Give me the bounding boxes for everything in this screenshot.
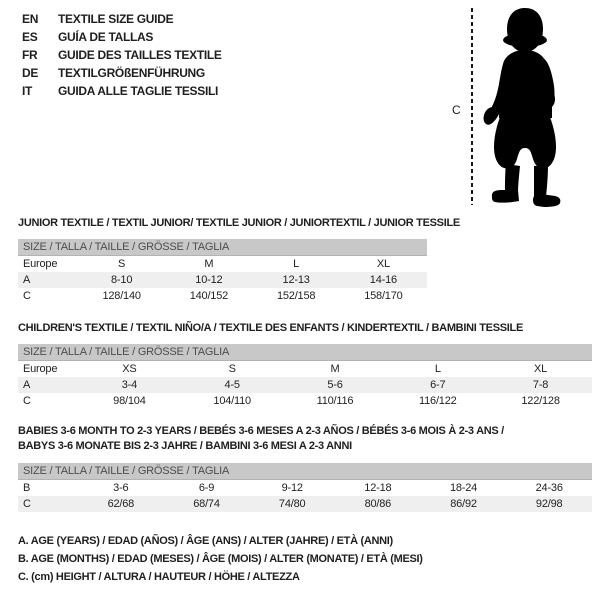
language-code: ES — [22, 30, 38, 44]
size-cell: 152/158 — [276, 290, 316, 302]
footnote-b: B. AGE (MONTHS) / EDAD (MESES) / ÂGE (MOIS) / ALTER (MONATE) / ETÀ (MESI) — [18, 553, 423, 565]
size-cell: 6-9 — [198, 482, 215, 494]
table-row — [18, 480, 592, 496]
size-header-bar: SIZE / TALLA / TAILLE / GRÖSSE / TAGLIA — [18, 344, 592, 361]
size-cell: 128/140 — [102, 290, 141, 302]
size-cell: 86/92 — [450, 498, 477, 510]
size-cell: 12-18 — [364, 482, 392, 494]
language-label: TEXTILE SIZE GUIDE — [58, 12, 174, 26]
size-cell: 7-8 — [532, 379, 549, 391]
table-row — [18, 288, 427, 304]
row-label: C — [23, 498, 31, 510]
junior-size-table — [18, 239, 427, 304]
size-cell: 92/98 — [535, 498, 563, 510]
row-label: Europe — [23, 258, 58, 270]
table-row — [18, 361, 592, 377]
language-code: FR — [22, 48, 38, 62]
size-cell: 18-24 — [449, 482, 478, 494]
children-size-table — [18, 344, 592, 409]
size-cell: S — [118, 258, 126, 270]
babies-title-line2: BABYS 3-6 MONATE BIS 2-3 JAHRE / BAMBINI 3-6 MESI A 2-3 ANNI — [18, 440, 352, 452]
row-label: C — [23, 290, 31, 302]
size-cell: L — [434, 363, 441, 375]
size-cell: L — [293, 258, 300, 270]
language-row — [22, 64, 222, 82]
size-cell: 9-12 — [281, 482, 303, 494]
junior-table-title: JUNIOR TEXTILE / TEXTIL JUNIOR/ TEXTILE JUNIOR / JUNIORTEXTIL / JUNIOR TESSILE — [18, 217, 460, 229]
row-label: A — [23, 379, 31, 391]
size-cell: S — [228, 363, 236, 375]
table-row — [18, 256, 427, 272]
height-measure-figure — [448, 0, 598, 212]
size-cell: 110/116 — [316, 395, 354, 407]
language-label: TEXTILGRÖßENFÜHRUNG — [58, 66, 205, 80]
size-cell: 104/110 — [213, 395, 251, 407]
size-cell: 6-7 — [430, 379, 446, 391]
language-row — [22, 28, 222, 46]
children-table-title: CHILDREN'S TEXTILE / TEXTIL NIÑO/A / TEXTILE DES ENFANTS / KINDERTEXTIL / BAMBINI TESSILE — [18, 322, 523, 334]
row-label: B — [23, 482, 31, 494]
size-cell: 122/128 — [521, 395, 560, 407]
size-cell: 3-6 — [113, 482, 129, 494]
size-header-bar: SIZE / TALLA / TAILLE / GRÖSSE / TAGLIA — [18, 463, 592, 480]
language-label: GUÍA DE TALLAS — [58, 30, 154, 44]
size-cell: 62/68 — [107, 498, 135, 510]
table-row — [18, 393, 592, 409]
footnotes — [18, 532, 423, 586]
size-cell: 80/86 — [364, 498, 392, 510]
language-list — [22, 10, 222, 100]
size-cell: 12-13 — [282, 274, 310, 286]
language-code: DE — [22, 66, 39, 80]
table-row — [18, 377, 592, 393]
size-cell: 116/122 — [419, 395, 457, 407]
size-cell: 68/74 — [193, 498, 220, 510]
size-cell: 14-16 — [369, 274, 397, 286]
size-cell: 140/152 — [189, 290, 229, 302]
row-label: A — [23, 274, 31, 286]
row-label: Europe — [23, 363, 58, 375]
size-cell: 4-5 — [224, 379, 240, 391]
size-cell: 5-6 — [327, 379, 343, 391]
babies-size-table — [18, 463, 592, 512]
size-cell: XL — [534, 363, 548, 375]
size-cell: 74/80 — [278, 498, 306, 510]
size-cell: 3-4 — [121, 379, 138, 391]
size-cell: 98/104 — [113, 395, 146, 407]
size-cell: 10-12 — [195, 274, 223, 286]
dashed-measure-line — [471, 8, 473, 205]
language-row — [22, 46, 222, 64]
language-code: IT — [22, 84, 33, 98]
language-label: GUIDA ALLE TAGLIE TESSILI — [58, 84, 219, 98]
size-header-bar: SIZE / TALLA / TAILLE / GRÖSSE / TAGLIA — [18, 239, 427, 256]
footnote-a: A. AGE (YEARS) / EDAD (AÑOS) / ÂGE (ANS) / ALTER (JAHRE) / ETÀ (ANNI) — [18, 535, 393, 547]
size-cell: M — [330, 363, 340, 375]
footnote-c: C. (cm) HEIGHT / ALTURA / HAUTEUR / HÖHE / ALTEZZA — [18, 571, 300, 583]
height-measure-label: C — [452, 103, 461, 117]
language-label: GUIDE DES TAILLES TEXTILE — [58, 48, 222, 62]
size-cell: M — [204, 258, 214, 270]
row-label: C — [23, 395, 31, 407]
language-row — [22, 82, 222, 100]
size-cell: 24-36 — [535, 482, 563, 494]
babies-table-title — [18, 424, 504, 454]
size-cell: 158/170 — [364, 290, 403, 302]
table-row — [18, 272, 427, 288]
language-row — [22, 10, 222, 28]
size-cell: 8-10 — [111, 274, 133, 286]
baby-silhouette-icon — [478, 0, 578, 210]
language-code: EN — [22, 12, 39, 26]
size-cell: XS — [122, 363, 137, 375]
babies-title-line1: BABIES 3-6 MONTH TO 2-3 YEARS / BEBÉS 3-6 MESES A 2-3 AÑOS / BÉBÉS 3-6 MOIS À 2-3 ANS / — [18, 425, 504, 437]
size-cell: XL — [376, 258, 390, 270]
table-row — [18, 496, 592, 512]
